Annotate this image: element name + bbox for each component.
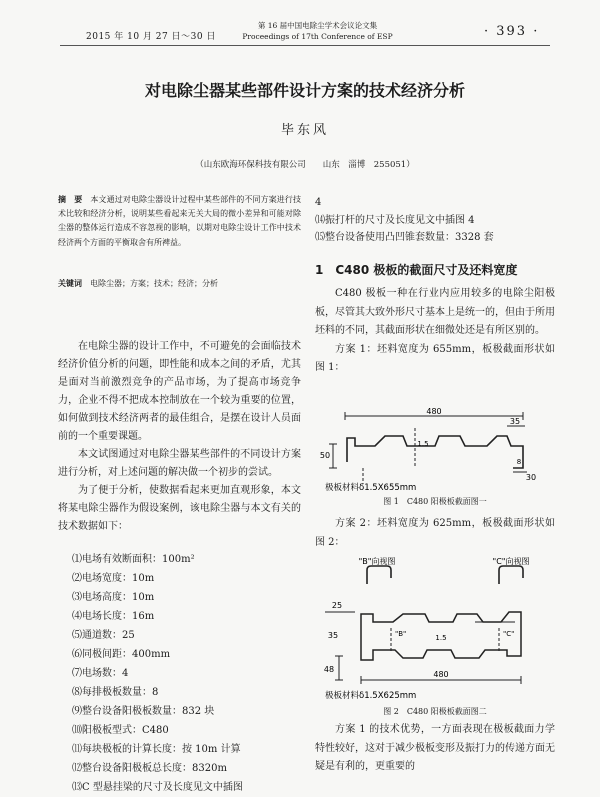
- list-item: ⑻每排极板数量：8: [72, 687, 159, 698]
- intro-body: [58, 338, 301, 536]
- scheme-1-advantage: [315, 721, 555, 777]
- section-paragraph-4: 方案 1 的技术优势，一方面表现在极板截面力学特性较好，这对于减少极板变形及振打力的传递方面无疑是有利的，更重要的: [315, 724, 555, 772]
- figure-2-caption: 图 2 C480 阳极板截面图二: [383, 707, 487, 716]
- paper-author: 毕东风: [280, 123, 329, 138]
- intro-paragraph-3: 为了便于分析，使数据看起来更加直观形象，本文将某电除尘器作为假设案例，该电除尘器与本文有关的技术数据如下：: [58, 485, 301, 532]
- fig2-c-view-label: "C"向视图: [492, 557, 530, 566]
- fig2-b-arrow-label: "B": [395, 630, 407, 638]
- list-item: ⑺电场数：4: [72, 668, 129, 679]
- fig1-dim-50: 50: [319, 451, 331, 460]
- fig2-dim-15: 1.5: [435, 634, 447, 642]
- fig2-dim-48: 48: [323, 665, 335, 674]
- section-heading: 1 C480 极板的截面尺寸及还料宽度: [315, 263, 518, 277]
- list-item: ⑵电场宽度：10m: [72, 573, 155, 584]
- intro-paragraph-2: 本文试图通过对电除尘器某些部件的不同设计方案进行分析，对上述问题的解决做一个初步的尝试。: [58, 449, 301, 478]
- figure-1-caption: 图 1 C480 阳极板截面图一: [383, 497, 487, 506]
- scheme-2-intro: [315, 515, 555, 552]
- spec-list: [72, 550, 302, 797]
- fig2-dim-35: 35: [327, 631, 339, 640]
- paper-title: 对电除尘器某些部件设计方案的技术经济分析: [144, 81, 465, 100]
- figure-1: [315, 406, 555, 494]
- section-paragraph-3: 方案 2：坯料宽度为 625mm，板极截面形状如图 2：: [315, 518, 555, 548]
- fig2-c-arrow-label: "C": [503, 630, 515, 638]
- fig1-material-label: 极板材料δ1.5X655mm: [325, 483, 417, 493]
- fig2-dim-480: 480: [433, 670, 449, 679]
- list-item: ⑾每块极板的计算长度：按 10m 计算: [72, 744, 241, 755]
- list-item: ⑼整台设备阳极板数量：832 块: [72, 706, 215, 717]
- list-item-continuation: 4: [315, 197, 322, 208]
- section-body: [315, 285, 555, 378]
- keywords-text: 电除尘器；方案；技术；经济；分析: [90, 279, 218, 288]
- header-rule: [60, 45, 550, 46]
- conference-title-en: Proceedings of 17th Conference of ESP: [242, 32, 393, 41]
- fig2-material-label: 极板材料δ1.5X625mm: [325, 691, 417, 701]
- list-item: ⒀C 型悬挂梁的尺寸及长度见文中插图: [72, 782, 243, 793]
- fig2-dim-25: 25: [331, 601, 343, 610]
- paper-affiliation: （山东欧海环保科技有限公司 山东 淄博 255051）: [195, 160, 415, 170]
- section-paragraph-2: 方案 1：坯料宽度为 655mm，板极截面形状如图 1：: [315, 343, 555, 373]
- abstract-label: 摘 要: [58, 195, 83, 204]
- intro-paragraph-1: 在电除尘器的设计工作中，不可避免的会面临技术经济价值分析的问题，即性能和成本之间的矛盾，尤其是面对当前激烈竞争的产品市场，为了提高市场竞争力，企业不得不把成本控制放在一个较为重要的位置，如何做到技术经济两者的最佳组合，是摆在设计人员面前的一个重要课题。: [58, 341, 301, 442]
- list-item: ⒁振打杆的尺寸及长度见文中插图 4: [315, 214, 475, 226]
- list-item: ⑴电场有效断面积：100m²: [72, 554, 195, 565]
- list-item: ⑽阳极板型式：C480: [72, 725, 169, 736]
- header-conference: [230, 20, 405, 42]
- fig1-dim-480: 480: [426, 407, 442, 416]
- section-paragraph-1: C480 极板一种在行业内应用较多的电除尘阳极板，尽管其大致外形尺寸基本上是统一的，但由于所用坯料的不同，其截面形状在细微处还是有所区别的。: [315, 288, 555, 336]
- list-item: ⒂整台设备使用凸凹锥套数量：3328 套: [315, 232, 494, 243]
- list-item: ⑹同极间距：400mm: [72, 649, 171, 660]
- keywords-label: 关键词: [58, 278, 82, 288]
- spec-list-continued: [315, 194, 555, 247]
- fig1-dim-15: 1.5: [417, 440, 429, 448]
- header-date: 2015 年 10 月 27 日～30 日: [86, 32, 216, 42]
- fig1-dim-8: 8: [516, 458, 522, 466]
- keywords: [58, 278, 301, 289]
- abstract: [58, 193, 301, 250]
- fig2-b-view-label: "B"向视图: [358, 557, 396, 566]
- page-number: · 393 ·: [484, 24, 540, 39]
- fig1-dim-35: 35: [509, 417, 521, 426]
- conference-title-cn: 第 16 届中国电除尘学术会议论文集: [257, 21, 378, 30]
- abstract-text: 本文通过对电除尘器设计过程中某些部件的不同方案进行技术比较和经济分析，说明某些看起来无关大局的微小差异和可能对除尘器的整体运行造成不容忽视的影响，以期对电除尘设计工作中技术经济两个方面的平衡取舍有所裨益。: [58, 195, 302, 247]
- list-item: ⑶电场高度：10m: [72, 592, 155, 603]
- fig1-dim-30: 30: [525, 473, 537, 482]
- list-item: ⑸通道数：25: [72, 630, 135, 641]
- list-item: ⑷电场长度：16m: [72, 611, 155, 622]
- list-item: ⑿整台设备阳极板总长度：8320m: [72, 763, 227, 774]
- figure-2: [315, 556, 555, 704]
